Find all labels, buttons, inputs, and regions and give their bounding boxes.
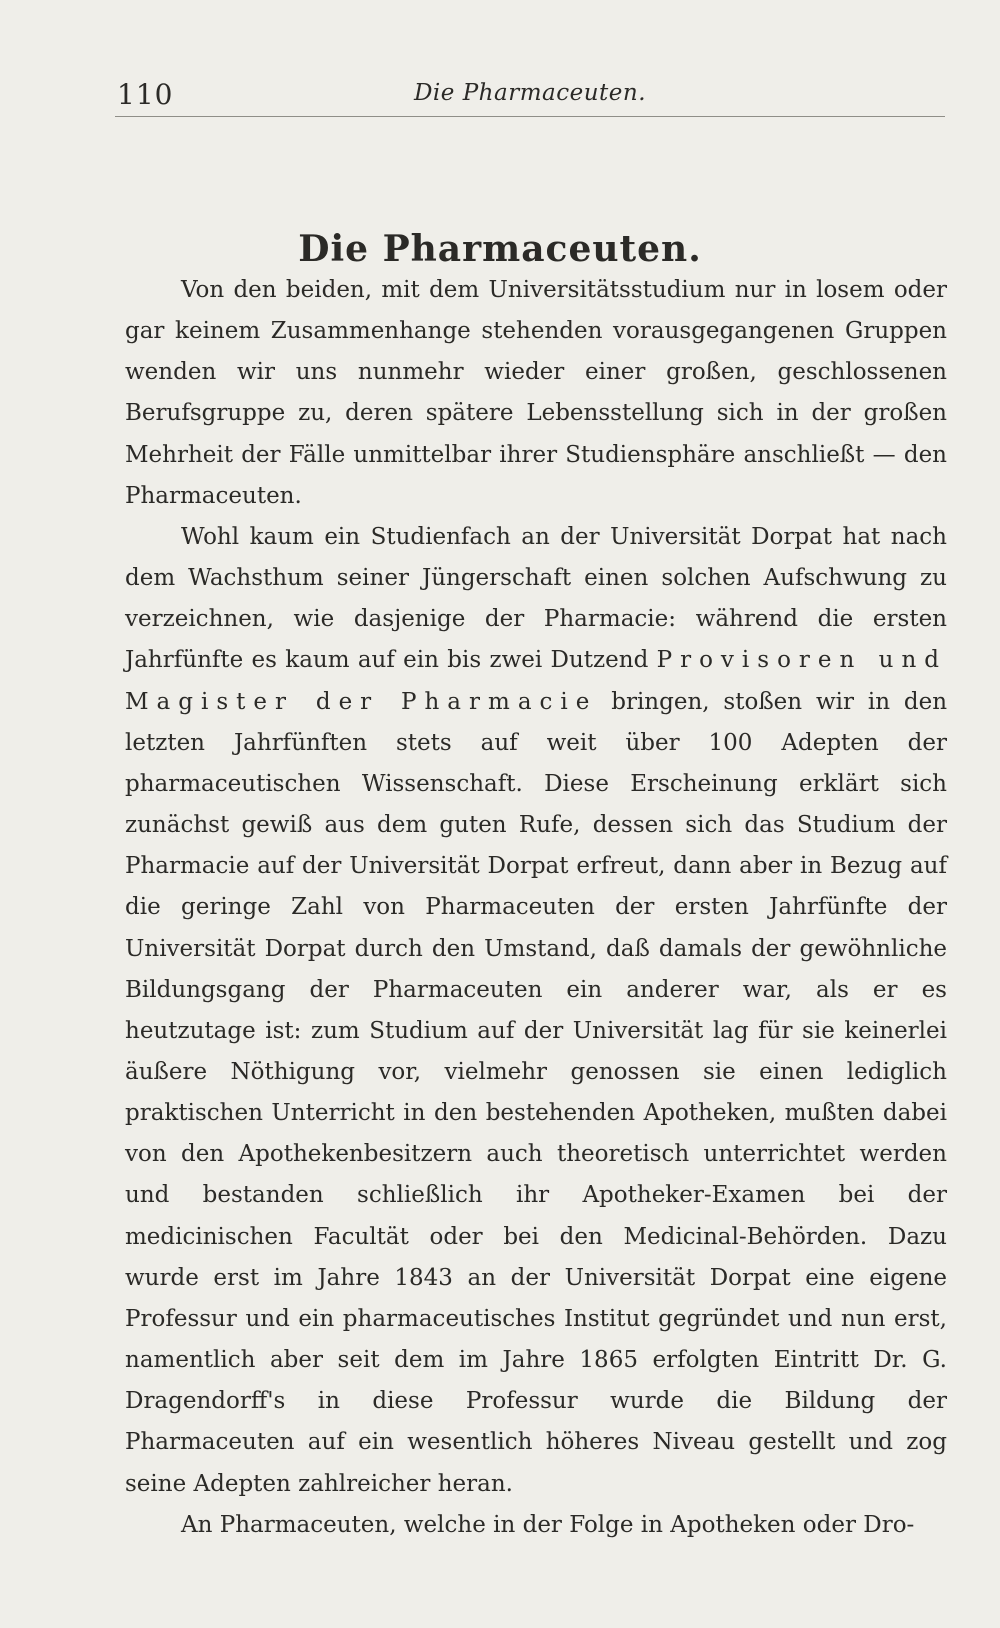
- chapter-title: Die Pharmaceuten.: [298, 228, 702, 271]
- header-rule: [115, 116, 945, 117]
- page-header: [117, 78, 943, 114]
- paragraph-2: [125, 517, 947, 1505]
- body-text: [125, 270, 947, 1546]
- paragraph-2-text-a: Wohl kaum ein Studienfach an der Universität Dorpat hat nach dem Wachsthum seiner Jüngerschaft einen solchen Aufschwung zu verzeichnen, wie dasjenige der Pharmacie: während die ersten Jahrfünfte es kaum auf ein bis zwei Dutzend: [125, 523, 947, 674]
- paragraph-2-text-b: bringen, stoßen wir in den letzten Jahrfünften stets auf weit über 100 Adepten der pharmaceutischen Wissenschaft. Diese Erscheinung erklärt sich zunächst gewiß aus dem guten Rufe, dessen sich das Studium der Pharmacie auf der Universität Dorpat erfreut, dann aber in Bezug auf die geringe Zahl von Pharmaceuten der ersten Jahrfünfte der Universität Dorpat durch den Umstand, daß damals der gewöhnliche Bildungsgang der Pharmaceuten ein anderer war, als er es heutzutage ist: zum Studium auf der Universität lag für sie keinerlei äußere Nöthigung vor, vielmehr genossen sie einen lediglich praktischen Unterricht in den bestehenden Apotheken, mußten dabei von den Apothekenbesitzern auch theoretisch unterrichtet werden und bestanden schließlich ihr Apotheker-Examen bei der medicinischen Facultät oder bei den Medicinal-Behörden. Dazu wurde erst im Jahre 1843 an der Universität Dorpat eine eigene Professur und ein pharmaceutisches Institut gegründet und nun erst, namentlich aber seit dem im Jahre 1865 erfolgten Eintritt Dr. G. Dragendorff's in diese Professur wurde die Bildung der Pharmaceuten auf ein wesentlich höheres Niveau gestellt und zog seine Adepten zahlreicher heran.: [125, 688, 948, 1497]
- paragraph-2-emphasis: Provisoren und Magister der Pharmacie: [125, 647, 947, 715]
- page-number: 110: [117, 78, 174, 111]
- paragraph-3: An Pharmaceuten, welche in der Folge in Apotheken oder Dro-: [181, 1511, 915, 1538]
- paragraph-1: Von den beiden, mit dem Universitätsstudium nur in losem oder gar keinem Zusammenhange stehenden vorausgegangenen Gruppen wenden wir uns nunmehr wieder einer großen, geschlossenen Berufsgruppe zu, deren spätere Lebensstellung sich in der großen Mehrheit der Fälle unmittelbar ihrer Studiensphäre anschließt — den Pharmaceuten.: [125, 277, 947, 509]
- running-title: Die Pharmaceuten.: [413, 80, 647, 106]
